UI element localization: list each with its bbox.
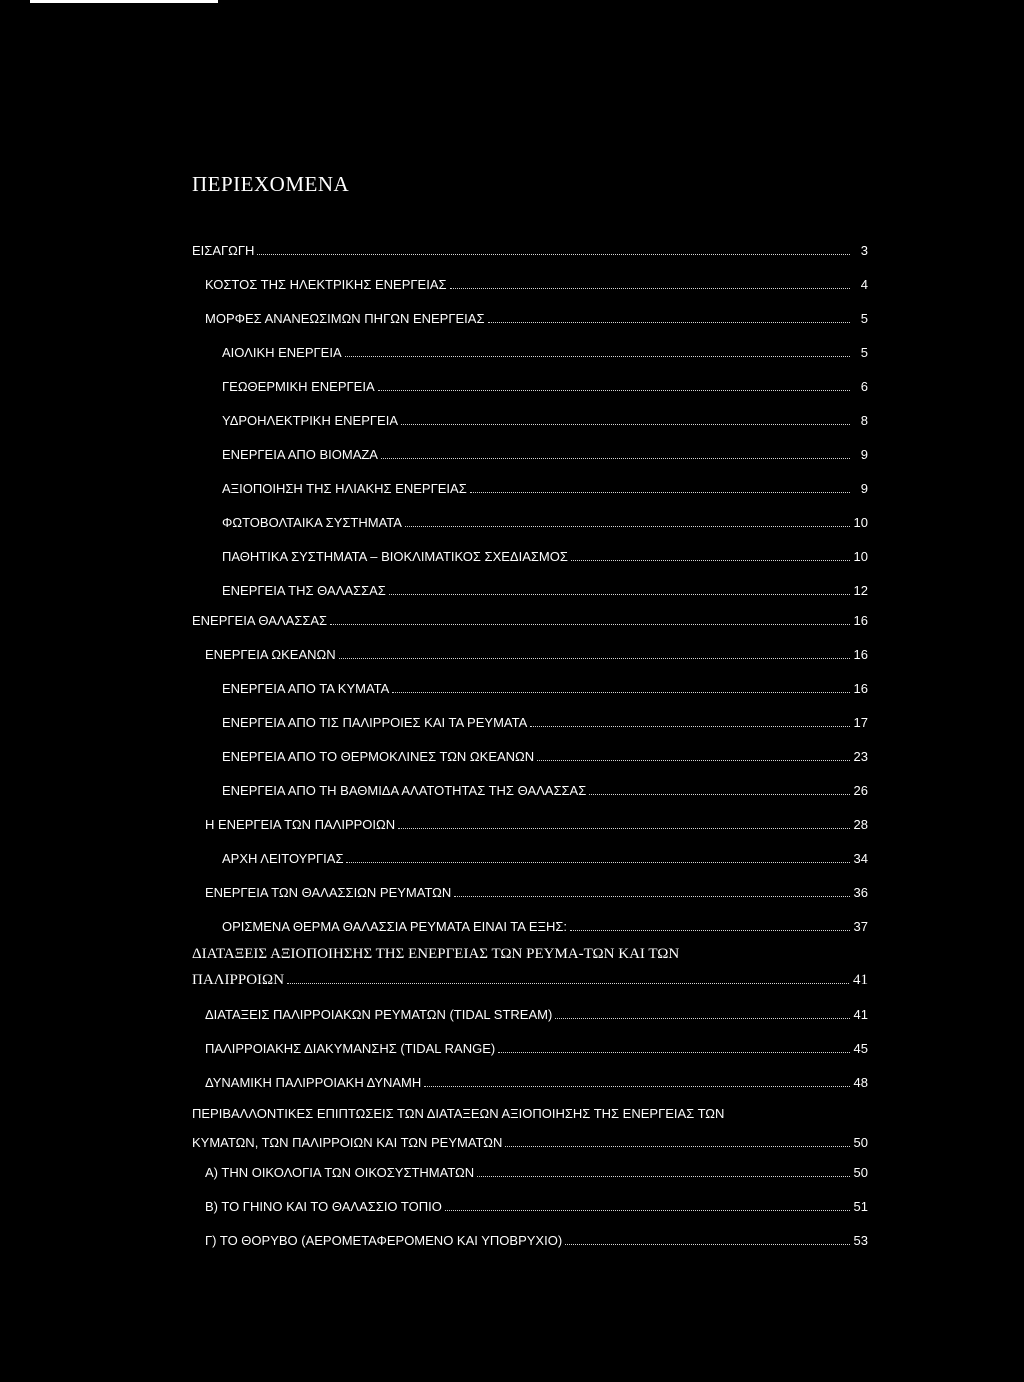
toc-entry-page-number: 48 <box>853 1075 868 1090</box>
toc-entry-page-number: 34 <box>853 851 868 866</box>
toc-entry-label: ΑΞΙΟΠΟΙΗΣΗ ΤΗΣ ΗΛΙΑΚΗΣ ΕΝΕΡΓΕΙΑΣ <box>222 481 467 496</box>
dot-leader <box>565 1244 849 1245</box>
page-title: ΠΕΡΙΕΧΟΜΕΝΑ <box>192 172 350 196</box>
dot-leader <box>498 1052 849 1053</box>
dot-leader <box>477 1176 849 1177</box>
toc-entry[interactable] <box>222 446 868 463</box>
toc-entry[interactable] <box>205 1074 868 1091</box>
toc-entry-page-number: 41 <box>853 972 868 988</box>
toc-entry[interactable] <box>222 514 868 531</box>
toc-entry-label: ΔΥΝΑΜΙΚΗ ΠΑΛΙΡΡΟΙΑΚΗ ΔΥΝΑΜΗ <box>205 1075 422 1090</box>
dot-leader <box>405 526 850 527</box>
toc-entry-page-number: 5 <box>860 345 868 360</box>
dot-leader <box>454 896 849 897</box>
toc-entry[interactable] <box>205 1006 868 1023</box>
toc-entry-label-line1: ΔΙΑΤΑΞΕΙΣ ΑΞΙΟΠΟΙΗΣΗΣ ΤΗΣ ΕΝΕΡΓΕΙΑΣ ΤΩΝ ΡΕΥΜΑ-ΤΩΝ ΚΑΙ ΤΩΝ <box>192 946 680 962</box>
toc-entry-label: ΕΝΕΡΓΕΙΑ ΩΚΕΑΝΩΝ <box>205 647 336 662</box>
toc-entry[interactable] <box>222 850 868 867</box>
toc-entry-label: ΕΝΕΡΓΕΙΑ ΘΑΛΑΣΣΑΣ <box>192 613 328 628</box>
toc-entry[interactable] <box>205 1198 868 1215</box>
toc-entry-label: Α) ΤΗΝ ΟΙΚΟΛΟΓΙΑ ΤΩΝ ΟΙΚΟΣΥΣΤΗΜΑΤΩΝ <box>205 1165 475 1180</box>
toc-entry[interactable] <box>222 582 868 599</box>
dot-leader <box>537 760 849 761</box>
toc-entry[interactable] <box>222 714 868 731</box>
dot-leader <box>530 726 849 727</box>
toc-entry-page-number: 45 <box>853 1041 868 1056</box>
toc-entry-label: ΦΩΤΟΒΟΛΤΑΙΚΑ ΣΥΣΤΗΜΑΤΑ <box>222 515 402 530</box>
toc-entry-label: Β) ΤΟ ΓΗΙΝΟ ΚΑΙ ΤΟ ΘΑΛΑΣΣΙΟ ΤΟΠΙΟ <box>205 1199 442 1214</box>
toc-entry-label: ΠΑΘΗΤΙΚΑ ΣΥΣΤΗΜΑΤΑ – ΒΙΟΚΛΙΜΑΤΙΚΟΣ ΣΧΕΔΙΑΣΜΟΣ <box>222 549 568 564</box>
toc-entry-label: ΓΕΩΘΕΡΜΙΚΗ ΕΝΕΡΓΕΙΑ <box>222 379 375 394</box>
dot-leader <box>392 692 849 693</box>
toc-entry-page-number: 36 <box>853 885 868 900</box>
toc-entry[interactable] <box>205 1040 868 1057</box>
toc-entry-page-number: 51 <box>853 1199 868 1214</box>
dot-leader <box>445 1210 850 1211</box>
toc-entry-page-number: 37 <box>853 919 868 934</box>
toc-entry-page-number: 6 <box>860 379 868 394</box>
toc-entry[interactable] <box>222 378 868 395</box>
toc-entry-page-number: 16 <box>853 647 868 662</box>
toc-entry-page-number: 16 <box>853 681 868 696</box>
toc-entry[interactable] <box>222 548 868 565</box>
toc-entry-page-number: 9 <box>860 447 868 462</box>
toc-entry-label: ΕΙΣΑΓΩΓΗ <box>192 243 255 258</box>
toc-entry[interactable] <box>205 1232 868 1249</box>
toc-entry-label: ΕΝΕΡΓΕΙΑ ΑΠΟ ΤΙΣ ΠΑΛΙΡΡΟΙΕΣ ΚΑΙ ΤΑ ΡΕΥΜΑΤΑ <box>222 715 528 730</box>
toc-entry[interactable] <box>222 782 868 799</box>
dot-leader <box>570 930 850 931</box>
toc-entry[interactable] <box>205 276 868 293</box>
toc-entry-label: ΔΙΑΤΑΞΕΙΣ ΠΑΛΙΡΡΟΙΑΚΩΝ ΡΕΥΜΑΤΩΝ (TIDAL STREAM) <box>205 1007 553 1022</box>
toc-entry-page-number: 8 <box>860 413 868 428</box>
toc-entry[interactable] <box>205 646 868 663</box>
toc-entry[interactable] <box>205 310 868 327</box>
dot-leader <box>339 658 850 659</box>
toc-entry[interactable] <box>192 612 868 629</box>
dot-leader <box>389 594 850 595</box>
toc-entry-label-line1: ΠΕΡΙΒΑΛΛΟΝΤΙΚΕΣ ΕΠΙΠΤΩΣΕΙΣ ΤΩΝ ΔΙΑΤΑΞΕΩΝ ΑΞΙΟΠΟΙΗΣΗΣ ΤΗΣ ΕΝΕΡΓΕΙΑΣ ΤΩΝ <box>192 1106 725 1121</box>
toc-entry-label: Η ΕΝΕΡΓΕΙΑ ΤΩΝ ΠΑΛΙΡΡΟΙΩΝ <box>205 817 396 832</box>
dot-leader <box>345 356 850 357</box>
toc-entry-page-number: 17 <box>853 715 868 730</box>
toc-entry-label: ΥΔΡΟΗΛΕΚΤΡΙΚΗ ΕΝΕΡΓΕΙΑ <box>222 413 398 428</box>
toc-entry[interactable] <box>205 816 868 833</box>
dot-leader <box>257 254 850 255</box>
toc-entry[interactable] <box>205 884 868 901</box>
toc-entry-label: ΠΑΛΙΡΡΟΙΩΝ <box>192 972 285 988</box>
toc-entry-label: ΕΝΕΡΓΕΙΑ ΤΩΝ ΘΑΛΑΣΣΙΩΝ ΡΕΥΜΑΤΩΝ <box>205 885 452 900</box>
dot-leader <box>488 322 851 323</box>
toc-entry-page-number: 50 <box>853 1135 868 1150</box>
toc-entry-label: ΜΟΡΦΕΣ ΑΝΑΝΕΩΣΙΜΩΝ ΠΗΓΩΝ ΕΝΕΡΓΕΙΑΣ <box>205 311 485 326</box>
toc-entry-page-number: 41 <box>853 1007 868 1022</box>
toc-entry-label: ΕΝΕΡΓΕΙΑ ΑΠΟ ΤΟ ΘΕΡΜΟΚΛΙΝΕΣ ΤΩΝ ΩΚΕΑΝΩΝ <box>222 749 535 764</box>
toc-entry-page-number: 23 <box>853 749 868 764</box>
dot-leader <box>330 624 849 625</box>
dot-leader <box>424 1086 849 1087</box>
toc-entry[interactable] <box>222 480 868 497</box>
toc-entry-label: ΟΡΙΣΜΕΝΑ ΘΕΡΜΑ ΘΑΛΑΣΣΙΑ ΡΕΥΜΑΤΑ ΕΙΝΑΙ ΤΑ ΕΞΗΣ: <box>222 919 568 934</box>
toc-entry-label: ΠΑΛΙΡΡΟΙΑΚΗΣ ΔΙΑΚΥΜΑΝΣΗΣ (TIDAL RANGE) <box>205 1041 496 1056</box>
dot-leader <box>555 1018 849 1019</box>
toc-entry[interactable] <box>222 680 868 697</box>
toc-entry-page-number: 4 <box>860 277 868 292</box>
toc-entry[interactable] <box>192 972 868 989</box>
dot-leader <box>287 983 849 984</box>
dot-leader <box>378 390 850 391</box>
toc-entry-label: ΕΝΕΡΓΕΙΑ ΤΗΣ ΘΑΛΑΣΣΑΣ <box>222 583 386 598</box>
toc-entry-label: ΚΟΣΤΟΣ ΤΗΣ ΗΛΕΚΤΡΙΚΗΣ ΕΝΕΡΓΕΙΑΣ <box>205 277 447 292</box>
toc-entry[interactable] <box>222 748 868 765</box>
dot-leader <box>346 862 849 863</box>
toc-entry[interactable] <box>222 918 868 935</box>
toc-entry-label: ΑΡΧΗ ΛΕΙΤΟΥΡΓΙΑΣ <box>222 851 344 866</box>
dot-leader <box>398 828 849 829</box>
toc-entry[interactable] <box>222 344 868 361</box>
toc-entry-page-number: 5 <box>860 311 868 326</box>
toc-entry-label: Γ) ΤΟ ΘΟΡΥΒΟ (ΑΕΡΟΜΕΤΑΦΕΡΟΜΕΝΟ ΚΑΙ ΥΠΟΒΡΥΧΙΟ) <box>205 1233 563 1248</box>
toc-entry-page-number: 10 <box>853 549 868 564</box>
toc-entry[interactable] <box>222 412 868 429</box>
toc-entry-page-number: 16 <box>853 613 868 628</box>
toc-entry-page-number: 3 <box>860 243 868 258</box>
dot-leader <box>589 794 849 795</box>
toc-entry-page-number: 9 <box>860 481 868 496</box>
toc-entry[interactable] <box>205 1164 868 1181</box>
toc-entry-label: ΚΥΜΑΤΩΝ, ΤΩΝ ΠΑΛΙΡΡΟΙΩΝ ΚΑΙ ΤΩΝ ΡΕΥΜΑΤΩΝ <box>192 1135 503 1150</box>
dot-leader <box>381 458 850 459</box>
toc-entry-page-number: 10 <box>853 515 868 530</box>
dot-leader <box>450 288 850 289</box>
toc-entry[interactable] <box>192 1134 868 1151</box>
dot-leader <box>571 560 850 561</box>
toc-entry-label: ΕΝΕΡΓΕΙΑ ΑΠΟ ΤΗ ΒΑΘΜΙΔΑ ΑΛΑΤΟΤΗΤΑΣ ΤΗΣ ΘΑΛΑΣΣΑΣ <box>222 783 587 798</box>
dot-leader <box>401 424 850 425</box>
toc-entry-page-number: 12 <box>853 583 868 598</box>
dot-leader <box>470 492 850 493</box>
toc-entry-page-number: 26 <box>853 783 868 798</box>
toc-entry-page-number: 53 <box>853 1233 868 1248</box>
toc-entry-label: ΑΙΟΛΙΚΗ ΕΝΕΡΓΕΙΑ <box>222 345 342 360</box>
dot-leader <box>505 1146 849 1147</box>
toc-entry[interactable] <box>192 242 868 259</box>
toc-entry-page-number: 50 <box>853 1165 868 1180</box>
toc-entry-page-number: 28 <box>853 817 868 832</box>
toc-entry-label: ΕΝΕΡΓΕΙΑ ΑΠΟ ΒΙΟΜΑΖΑ <box>222 447 378 462</box>
toc-entry-label: ΕΝΕΡΓΕΙΑ ΑΠΟ ΤΑ ΚΥΜΑΤΑ <box>222 681 390 696</box>
